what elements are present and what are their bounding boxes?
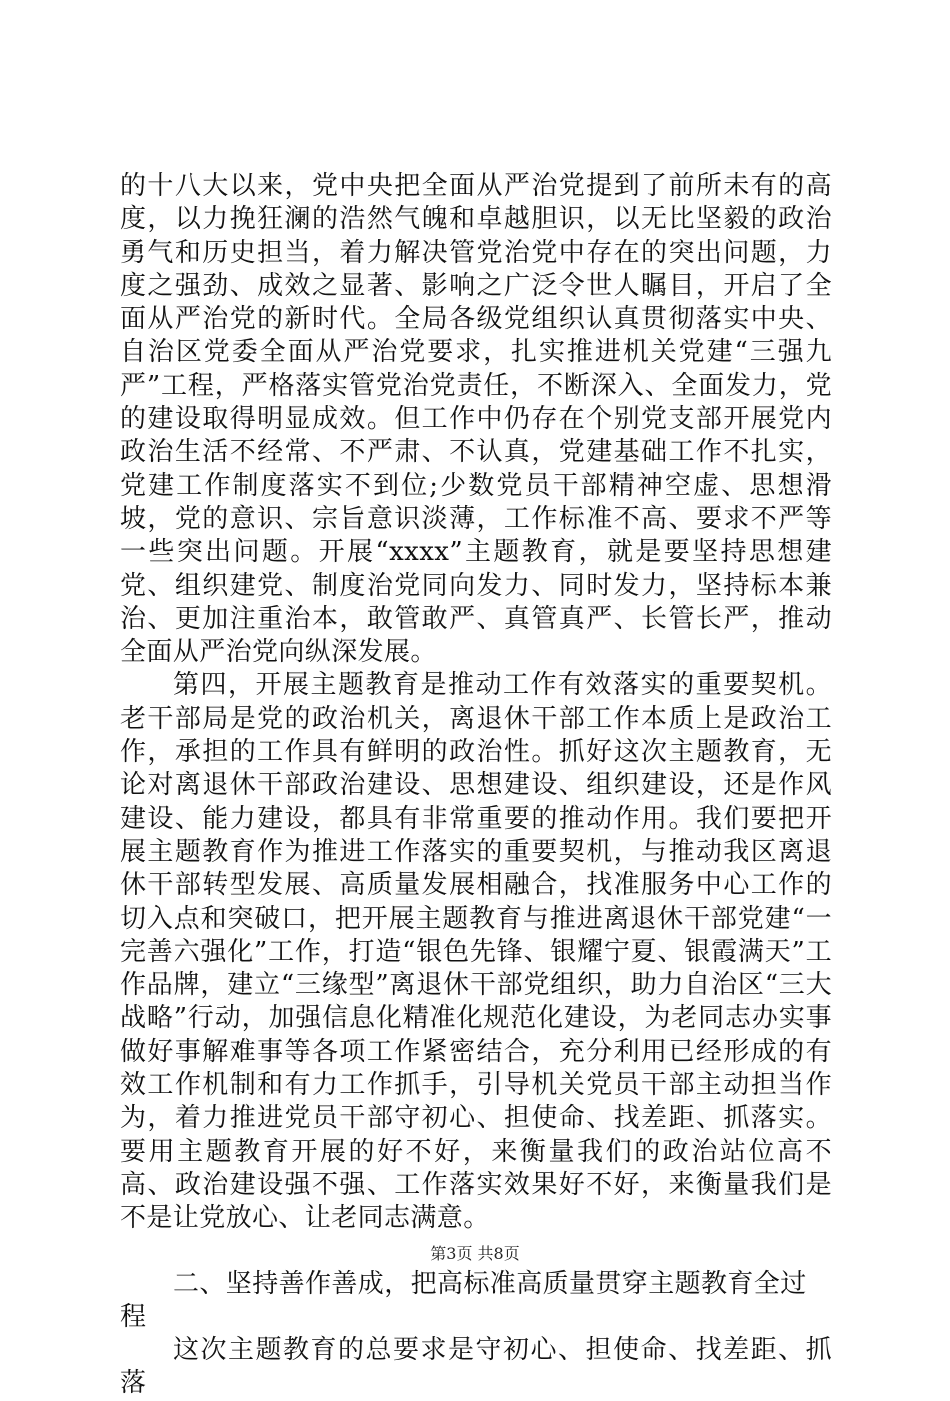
document-body [120,170,832,1401]
section-heading: 二、坚持善作善成，把高标准高质量贯穿主题教育全过程 [120,1268,807,1332]
paragraph-section-start: 这次主题教育的总要求是守初心、担使命、找差距、抓落 [120,1335,832,1399]
paragraph-continuation: 的十八大以来，党中央把全面从严治党提到了前所未有的高度，以力挽狂澜的浩然气魄和卓越胆识，以无比坚毅的政治勇气和历史担当，着力解决管党治党中存在的突出问题，力度之强劲、成效之显著、影响之广泛令世人瞩目，开启了全面从严治党的新时代。全局各级党组织认真贯彻落实中央、自治区党委全面从严治党要求，扎实推进机关党建“三强九严”工程，严格落实管党治党责任，不断深入、全面发力，党的建设取得明显成效。但工作中仍存在个别党支部开展党内政治生活不经常、不严肃、不认真，党建基础工作不扎实，党建工作制度落实不到位;少数党员干部精神空虚、思想滑坡，党的意识、宗旨意识淡薄，工作标准不高、要求不严等一些突出问题。开展“xxxx”主题教育，就是要坚持思想建党、组织建党、制度治党同向发力、同时发力，坚持标本兼治、更加注重治本，敢管敢严、真管真严、长管长严，推动全面从严治党向纵深发展。 [120,171,832,668]
page-number-footer: 第3页 共8页 [430,1244,520,1263]
paragraph-fourth-point: 第四，开展主题教育是推动工作有效落实的重要契机。老干部局是党的政治机关，离退休干部工作本质上是政治工作，承担的工作具有鲜明的政治性。抓好这次主题教育，无论对离退休干部政治建设、思想建设、组织建设，还是作风建设、能力建设，都具有非常重要的推动作用。我们要把开展主题教育作为推进工作落实的重要契机，与推动我区离退休干部转型发展、高质量发展相融合，找准服务中心工作的切入点和突破口，把开展主题教育与推进离退休干部党建“一完善六强化”工作，打造“银色先锋、银耀宁夏、银霞满天”工作品牌，建立“三缘型”离退休干部党组织，助力自治区“三大战略”行动，加强信息化精准化规范化建设，为老同志办实事做好事解难事等各项工作紧密结合，充分利用已经形成的有效工作机制和有力工作抓手，引导机关党员干部主动担当作为，着力推进党员干部守初心、担使命、找差距、抓落实。要用主题教育开展的好不好，来衡量我们的政治站位高不高、政治建设强不强、工作落实效果好不好，来衡量我们是不是让党放心、让老同志满意。 [120,670,832,1234]
